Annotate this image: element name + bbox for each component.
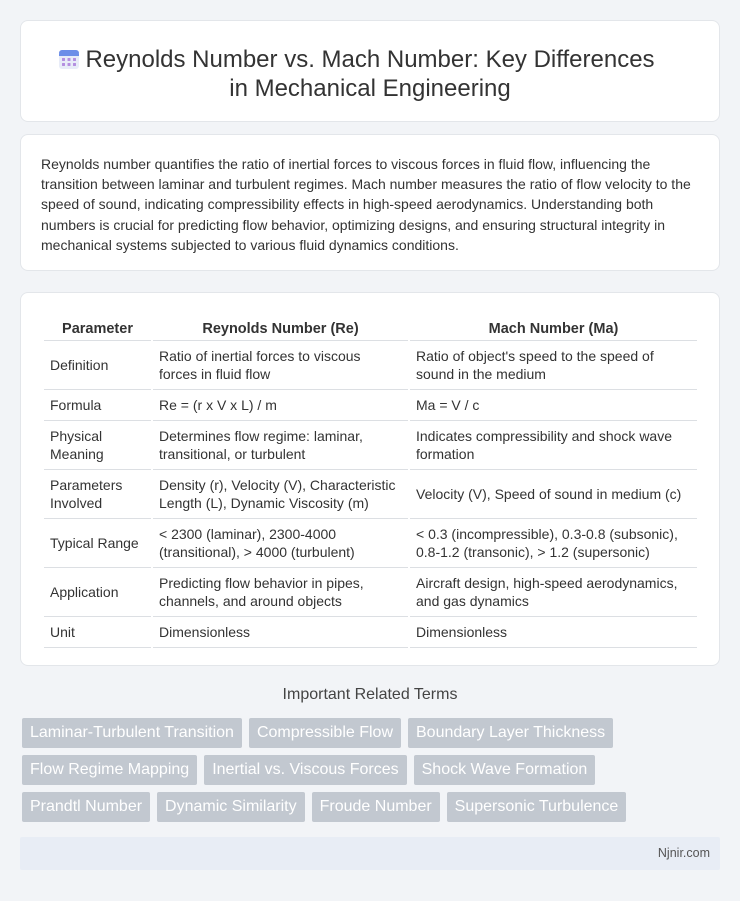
column-header-reynolds: Reynolds Number (Re) bbox=[153, 313, 408, 341]
table-cell: Dimensionless bbox=[153, 617, 408, 648]
column-header-mach: Mach Number (Ma) bbox=[410, 313, 697, 341]
table-cell: Predicting flow behavior in pipes, channels, and around objects bbox=[153, 568, 408, 617]
table-cell: Definition bbox=[44, 341, 151, 390]
table-cell: Density (r), Velocity (V), Characteristic Length (L), Dynamic Viscosity (m) bbox=[153, 470, 408, 519]
table-row bbox=[44, 519, 697, 568]
term-tag[interactable]: Inertial vs. Viscous Forces bbox=[204, 755, 406, 785]
table-row bbox=[44, 341, 697, 390]
related-terms bbox=[22, 718, 722, 829]
term-tag[interactable]: Shock Wave Formation bbox=[414, 755, 596, 785]
term-tag[interactable]: Laminar-Turbulent Transition bbox=[22, 718, 242, 748]
table-cell: Unit bbox=[44, 617, 151, 648]
footer bbox=[20, 837, 720, 870]
table-cell: Ma = V / c bbox=[410, 390, 697, 421]
table-row bbox=[44, 568, 697, 617]
column-header-parameter: Parameter bbox=[44, 313, 151, 341]
table-cell: Determines flow regime: laminar, transitional, or turbulent bbox=[153, 421, 408, 470]
comparison-card bbox=[20, 292, 720, 666]
table-cell: Re = (r x V x L) / m bbox=[153, 390, 408, 421]
intro-paragraph: Reynolds number quantifies the ratio of inertial forces to viscous forces in fluid flow, influencing the transition between laminar and turbulent regimes. Mach number measures the ratio of flow velocity to the speed of sound, indicating compressibility effects in high-speed aerodynamics. Understanding both numbers is crucial for predicting flow behavior, optimizing designs, and ensuring structural integrity in mechanical systems subjected to various fluid dynamics conditions. bbox=[41, 156, 691, 253]
table-cell: Parameters Involved bbox=[44, 470, 151, 519]
term-tag[interactable]: Prandtl Number bbox=[22, 792, 150, 822]
table-cell: Indicates compressibility and shock wave formation bbox=[410, 421, 697, 470]
table-cell: Application bbox=[44, 568, 151, 617]
intro-card bbox=[20, 134, 720, 271]
table-row bbox=[44, 617, 697, 648]
term-tag[interactable]: Froude Number bbox=[312, 792, 440, 822]
table-header-row bbox=[44, 313, 697, 341]
title-card bbox=[20, 20, 720, 122]
term-tag[interactable]: Supersonic Turbulence bbox=[447, 792, 627, 822]
table-cell: Formula bbox=[44, 390, 151, 421]
term-tag[interactable]: Boundary Layer Thickness bbox=[408, 718, 613, 748]
table-row bbox=[44, 421, 697, 470]
table-cell: Velocity (V), Speed of sound in medium (c) bbox=[410, 470, 697, 519]
table-cell: Ratio of object's speed to the speed of sound in the medium bbox=[410, 341, 697, 390]
table-cell: Aircraft design, high-speed aerodynamics, and gas dynamics bbox=[410, 568, 697, 617]
term-row bbox=[22, 718, 722, 748]
term-tag[interactable]: Dynamic Similarity bbox=[157, 792, 305, 822]
table-cell: < 2300 (laminar), 2300-4000 (transitional), > 4000 (turbulent) bbox=[153, 519, 408, 568]
term-row bbox=[22, 792, 722, 822]
table-row bbox=[44, 470, 697, 519]
page-title: Reynolds Number vs. Mach Number: Key Differences in Mechanical Engineering bbox=[85, 46, 655, 102]
comparison-table bbox=[42, 313, 699, 648]
footer-site-link[interactable]: Njnir.com bbox=[657, 846, 710, 860]
table-cell: Physical Meaning bbox=[44, 421, 151, 470]
related-terms-heading: Important Related Terms bbox=[282, 686, 458, 703]
table-row bbox=[44, 390, 697, 421]
table-cell: Typical Range bbox=[44, 519, 151, 568]
table-cell: Ratio of inertial forces to viscous forces in fluid flow bbox=[153, 341, 408, 390]
term-row bbox=[22, 755, 722, 785]
table-cell: Dimensionless bbox=[410, 617, 697, 648]
term-tag[interactable]: Compressible Flow bbox=[249, 718, 401, 748]
table-cell: < 0.3 (incompressible), 0.3-0.8 (subsonic), 0.8-1.2 (transonic), > 1.2 (supersonic) bbox=[410, 519, 697, 568]
term-tag[interactable]: Flow Regime Mapping bbox=[22, 755, 197, 785]
